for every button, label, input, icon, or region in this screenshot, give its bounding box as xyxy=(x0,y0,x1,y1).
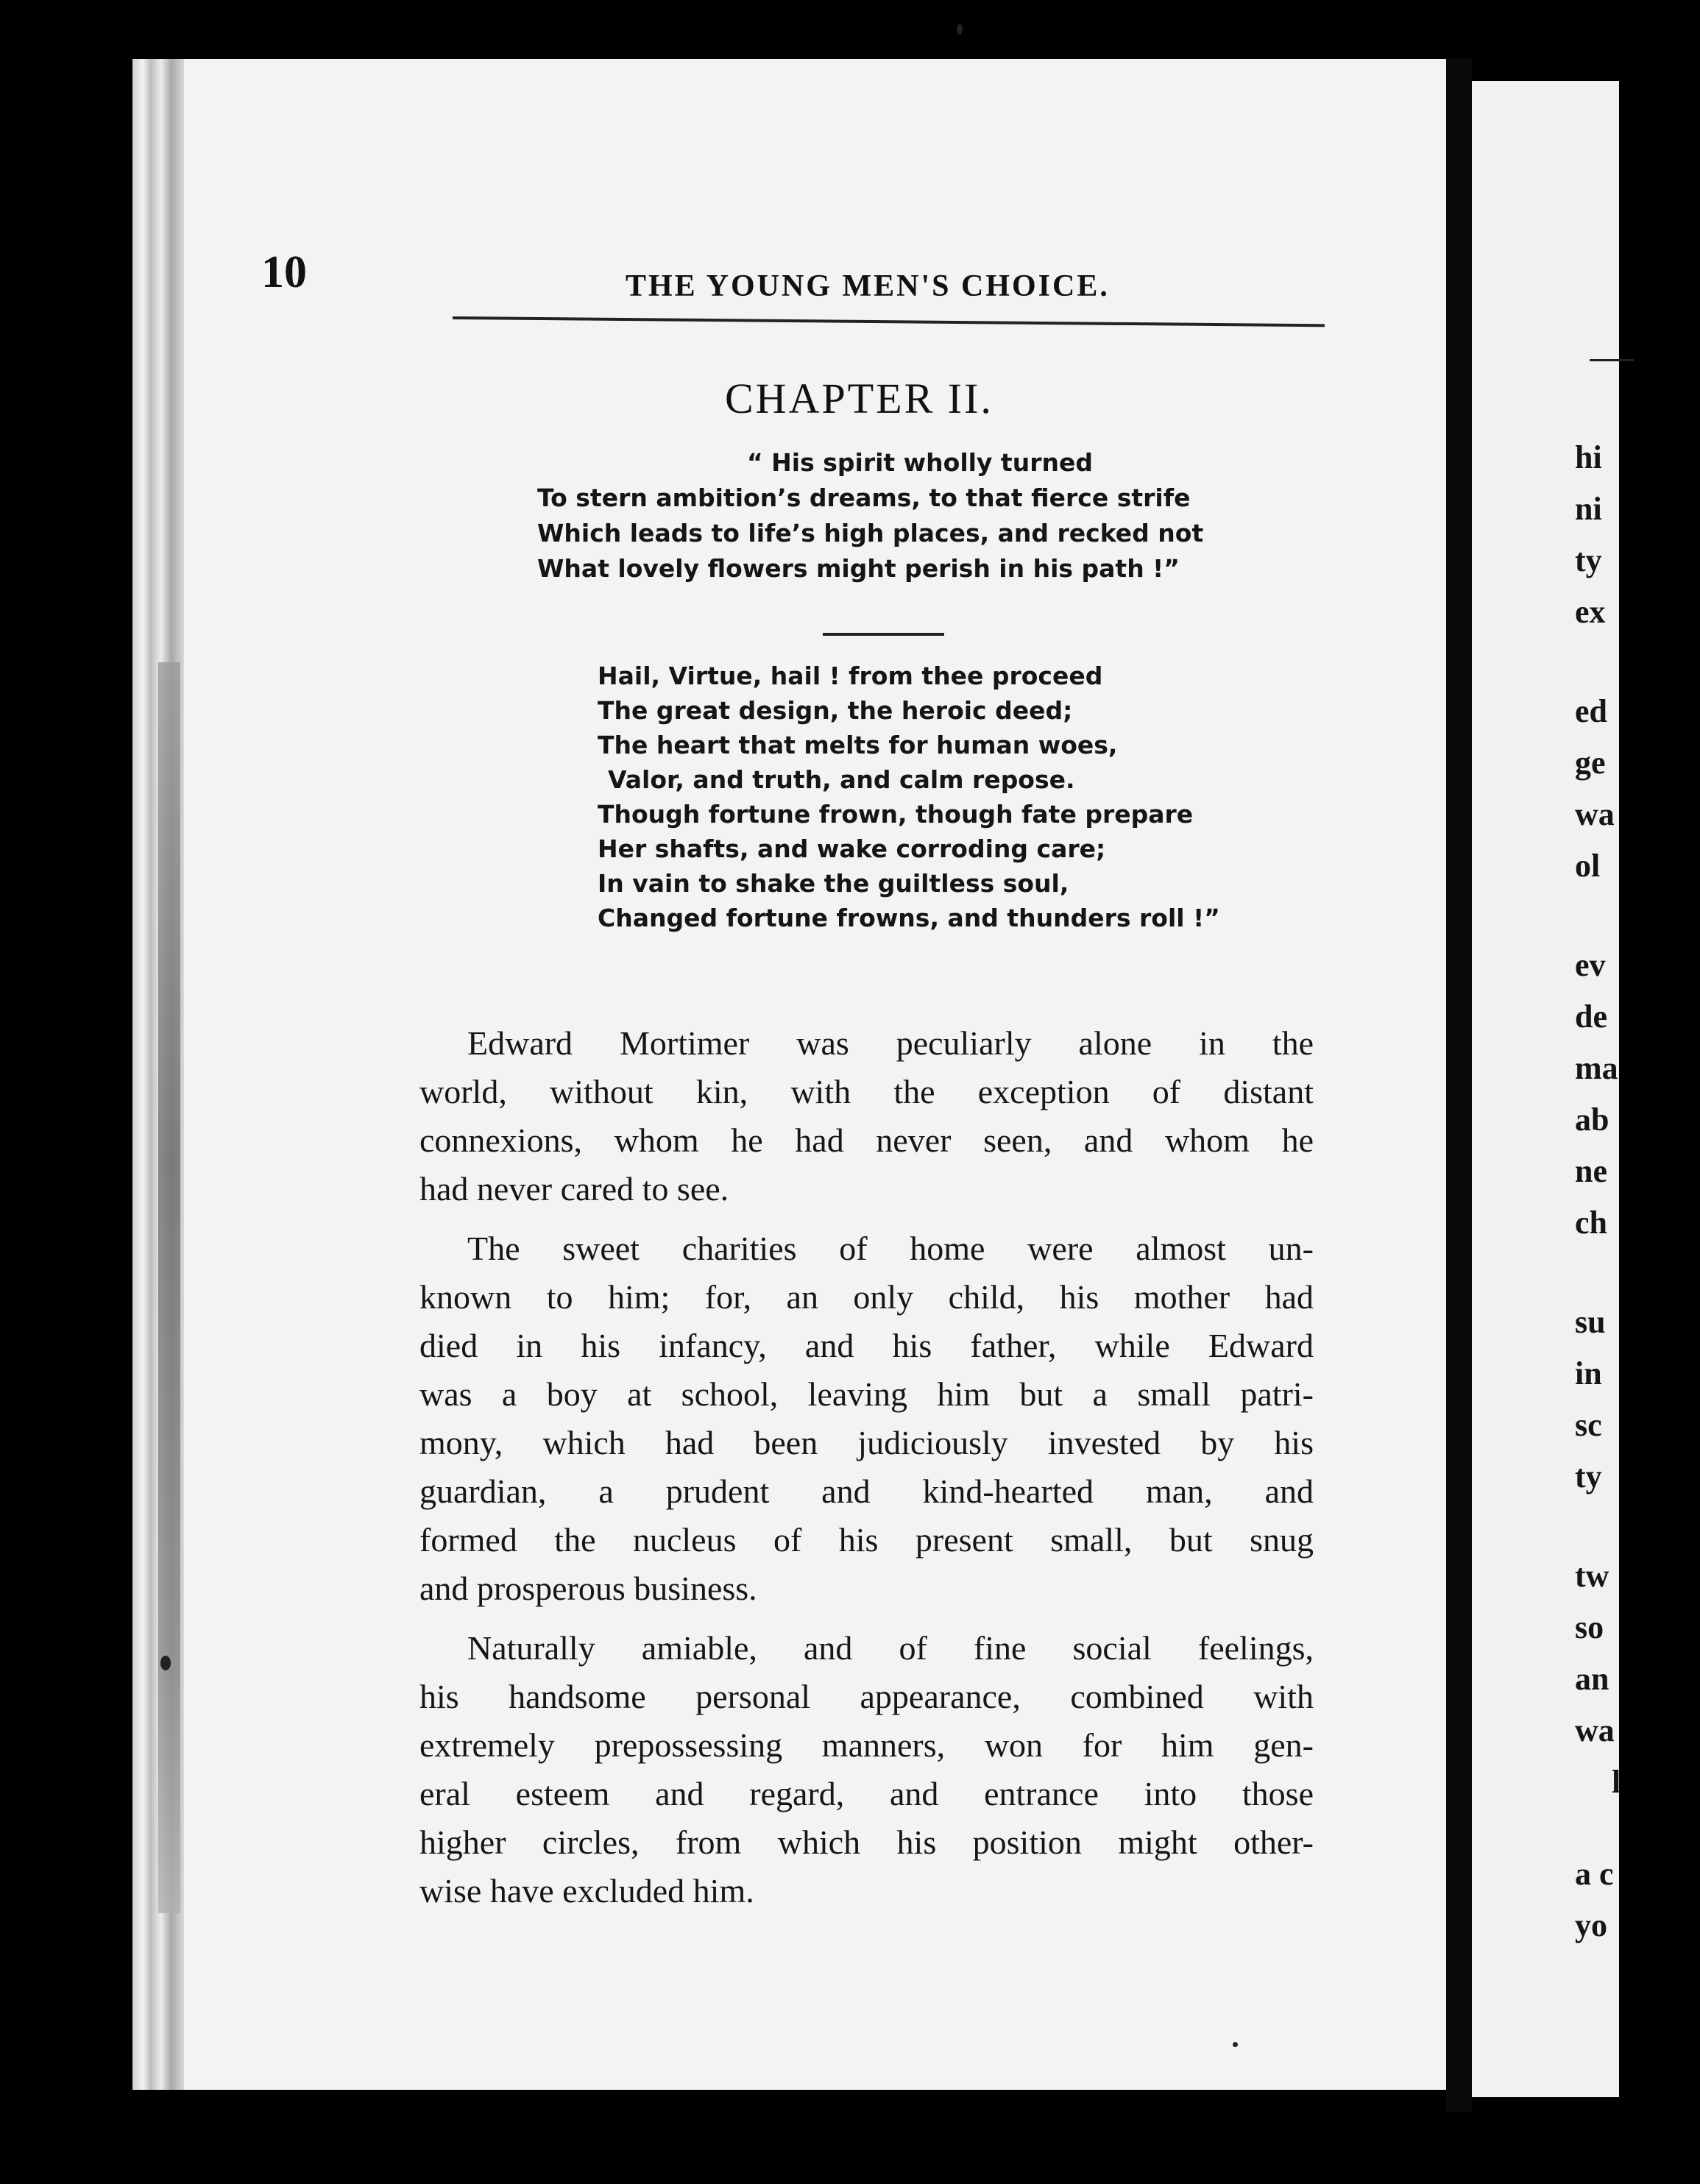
facing-page-fragment: ab xyxy=(1575,1102,1609,1138)
facing-page-fragment: in xyxy=(1575,1355,1602,1391)
poem-line: Hail, Virtue, hail ! from thee proceed xyxy=(598,662,1103,690)
book-gutter xyxy=(1446,59,1472,2112)
poem-line: Though fortune frown, though fate prepare xyxy=(598,800,1194,829)
text-line: Edward Mortimer was peculiarly alone in the xyxy=(467,1024,1314,1062)
facing-page-fragment: ev xyxy=(1575,947,1606,983)
facing-page-fragment: ma xyxy=(1575,1050,1618,1086)
facing-page-fragment: ex xyxy=(1575,594,1606,630)
page-edge-shadow xyxy=(158,662,180,1913)
facing-page-fragment: so xyxy=(1575,1609,1604,1645)
poem-line: In vain to shake the guiltless soul, xyxy=(598,869,1069,898)
text-line: eral esteem and regard, and entrance into those xyxy=(419,1775,1314,1812)
page-number: 10 xyxy=(261,247,307,297)
facing-page-fragment: de xyxy=(1575,999,1607,1035)
facing-page-fragment: l xyxy=(1612,1764,1621,1800)
scan-speck xyxy=(160,1656,171,1670)
scan-speck xyxy=(1233,2042,1238,2047)
chapter-title: CHAPTER II. xyxy=(725,375,994,422)
paragraph xyxy=(419,1019,1314,1213)
text-line: mony, which had been judiciously invested by his xyxy=(419,1424,1314,1461)
text-line: higher circles, from which his position might other- xyxy=(419,1823,1314,1861)
text-line: died in his infancy, and his father, while Edward xyxy=(419,1327,1314,1364)
text-line: formed the nucleus of his present small, but snug xyxy=(419,1521,1314,1559)
facing-page-fragment: ed xyxy=(1575,693,1607,729)
facing-page-fragment: ty xyxy=(1575,1458,1602,1495)
facing-page-fragment: su xyxy=(1575,1304,1606,1340)
poem-line: Changed fortune frowns, and thunders roll !” xyxy=(598,904,1220,932)
text-line: Naturally amiable, and of fine social feelings, xyxy=(467,1629,1314,1667)
paragraph xyxy=(419,1624,1314,1915)
poem-line: Her shafts, and wake corroding care; xyxy=(598,834,1106,863)
facing-page-fragment: ty xyxy=(1575,542,1602,578)
facing-page-fragment: wa xyxy=(1575,1712,1615,1748)
text-line: connexions, whom he had never seen, and whom he xyxy=(419,1121,1314,1159)
text-line: had never cared to see. xyxy=(419,1170,729,1208)
facing-page-fragment: ni xyxy=(1575,491,1602,527)
text-line: his handsome personal appearance, combined with xyxy=(419,1678,1314,1715)
epigraph-divider xyxy=(823,633,944,636)
text-line: world, without kin, with the exception of distant xyxy=(419,1073,1314,1110)
facing-page-fragment: a c xyxy=(1575,1856,1614,1892)
epigraph-line: To stern ambition’s dreams, to that fierce strife xyxy=(537,483,1191,512)
epigraph-line: What lovely flowers might perish in his path !” xyxy=(537,554,1180,583)
poem-line: Valor, and truth, and calm repose. xyxy=(608,765,1075,794)
facing-page-fragment: tw xyxy=(1575,1558,1609,1594)
text-line: known to him; for, an only child, his mother had xyxy=(419,1278,1314,1316)
poem xyxy=(598,659,1260,935)
epigraph xyxy=(537,445,1273,586)
facing-page-fragment: an xyxy=(1575,1661,1609,1697)
text-line: extremely prepossessing manners, won for him gen- xyxy=(419,1726,1314,1764)
poem-line: The heart that melts for human woes, xyxy=(598,731,1118,759)
epigraph-line: “ His spirit wholly turned xyxy=(747,448,1093,477)
scan-speck xyxy=(957,24,963,35)
facing-page-fragment: sc xyxy=(1575,1407,1602,1443)
text-line: guardian, a prudent and kind-hearted man, and xyxy=(419,1472,1314,1510)
text-line: was a boy at school, leaving him but a small patri- xyxy=(419,1375,1314,1413)
facing-page-fragment: ch xyxy=(1575,1205,1607,1241)
running-title: THE YOUNG MEN'S CHOICE. xyxy=(626,269,1110,303)
facing-page-fragment: wa xyxy=(1575,796,1615,832)
body-text xyxy=(419,1019,1314,1926)
text-line: wise have excluded him. xyxy=(419,1872,754,1910)
facing-page-fragment: ne xyxy=(1575,1153,1607,1189)
poem-line: The great design, the heroic deed; xyxy=(598,696,1073,725)
paragraph xyxy=(419,1224,1314,1613)
epigraph-line: Which leads to life’s high places, and recked not xyxy=(537,519,1204,547)
facing-page-fragment: ol xyxy=(1575,848,1601,884)
facing-page-rule xyxy=(1590,359,1634,361)
text-line: The sweet charities of home were almost un- xyxy=(467,1230,1314,1267)
text-line: and prosperous business. xyxy=(419,1570,757,1607)
facing-page-fragment: yo xyxy=(1575,1907,1607,1943)
facing-page-fragment: ge xyxy=(1575,745,1606,781)
facing-page-fragment: hi xyxy=(1575,439,1602,475)
facing-page xyxy=(1472,81,1619,2097)
